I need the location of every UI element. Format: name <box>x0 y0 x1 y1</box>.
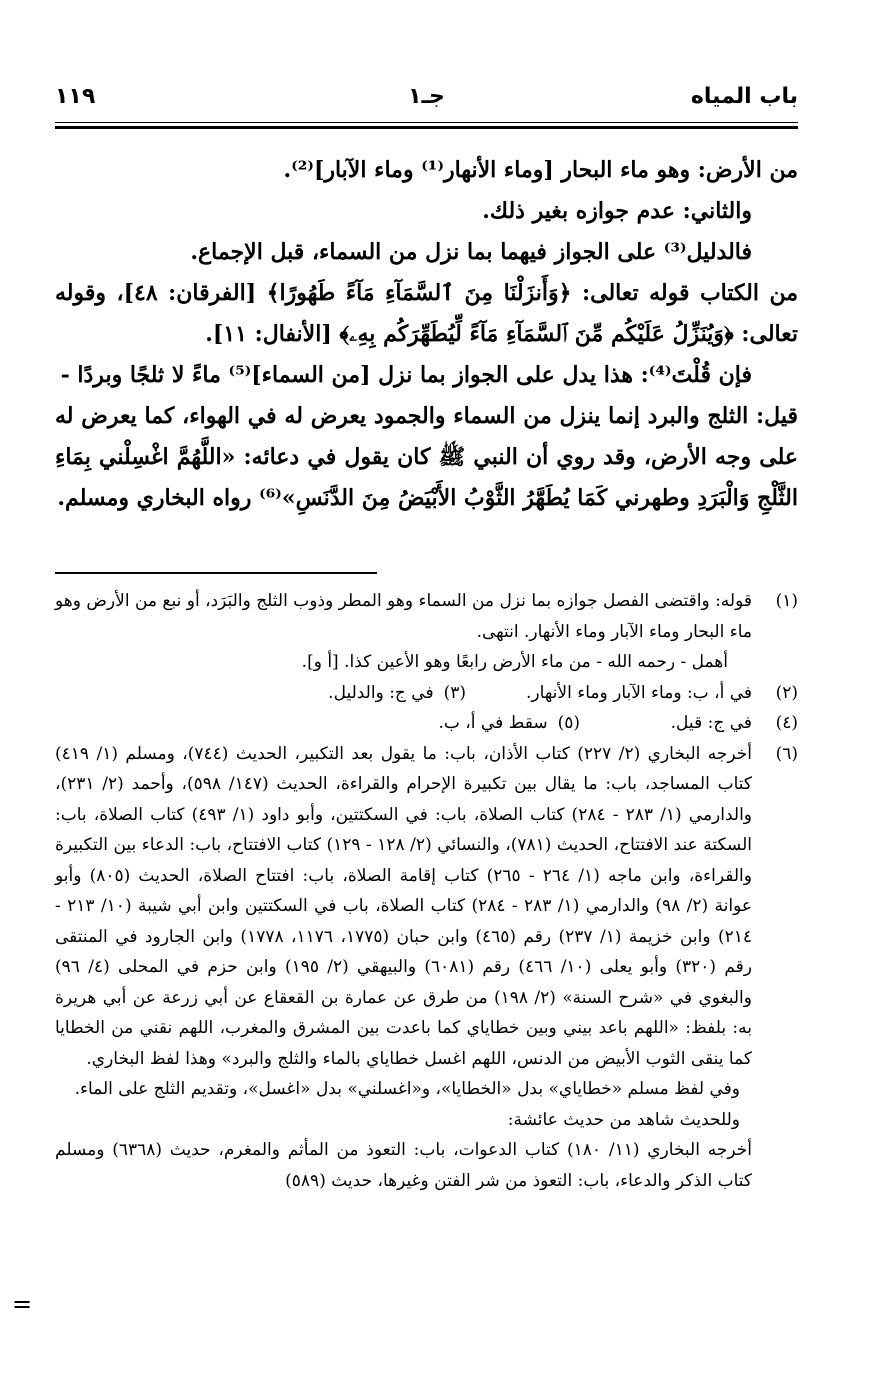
footnote-1-cont: أهمل - رحمه الله - من ماء الأرض رابعًا وهو الأعين كذا. [أ و]. <box>301 652 728 672</box>
paragraph: والثاني: عدم جوازه بغير ذلك. <box>482 198 752 224</box>
footnote-text: أخرجه البخاري (٢/ ٢٢٧) كتاب الأذان، باب: ما يقول بعد التكبير، الحديث (٧٤٤)، ومسلم (١/ ٤١٩) كتاب المساجد، باب: ما يقال بين تكبيرة الإحرام والقراءة، الحديث (١٤٧/ ٥٩٨)، وأحمد (٢/ ٢٣١)، والدارمي (١/ ٢٨٣ - ٢٨٤) كتاب الصلاة، باب: في السكتتين، وأبو داود (١/ ٤٩٣) كتاب الصلاة، باب: السكتة عند الافتتاح، الحديث (٧٨١)، والنسائي (٢/ ١٢٨ - ١٢٩) كتاب الافتتاح، باب: الدعاء بين التكبيرة والقراءة، وابن ماجه (١/ ٢٦٤ - ٢٦٥) كتاب إقامة الصلاة، باب: افتتاح الصلاة، الحديث (٨٠٥) وأبو عوانة (٢/ ٩٨) والدارمي (١/ ٢٨٣ - ٢٨٤) كتاب الصلاة، باب في السكتتين وابن أبي شيبة (١٠/ ٢١٣ - ٢١٤) وابن خزيمة (١/ ٢٣٧) رقم (٤٦٥) وابن حبان (١٧٧٥، ١١٧٦، ١٧٧٨) وابن الجارود في المنتقى رقم (٣٢٠) وأبو يعلى (١٠/ ٤٦٦) رقم (٦٠٨١) والبيهقي (٢/ ١٩٥) وابن حزم في المحلى (٤/ ٩٦) والبغوي في «شرح السنة» (٢/ ١٩٨) من طرق عن عمارة بن القعقاع عن أبي زرعة عن أبي هريرة به: بلفظ: «اللهم باعد بيني وبين خطاياي كما باعدت بين المشرق والمغرب، اللهم نقني من الخطايا كما ينقى الثوب الأبيض من الدنس، اللهم اغسل خطاياي بالماء والثلج والبرد» وهذا لفظ البخاري. <box>55 743 753 1069</box>
continuation-mark: = <box>12 1290 33 1318</box>
header-rule-thin <box>55 122 798 123</box>
paragraph: من الأرض: وهو ماء البحار [وماء الأنهار⁽¹⁾ وماء الآبار]⁽²⁾. <box>283 157 798 183</box>
footnote-6-cont: أخرجه البخاري (١١/ ١٨٠) كتاب الدعوات، باب: التعوذ من المأثم والمغرم، حديث (٦٣٦٨) ومسلم كتاب الذكر والدعاء، باب: التعوذ من شر الفتن وغيرها، حديث (٥٨٩) <box>55 1140 752 1191</box>
footnote-number: (٤) <box>775 713 798 733</box>
footnote-number: (٢) <box>775 682 798 703</box>
footnote-number: (١) <box>775 591 798 611</box>
footnote-6-cont: وفي لفظ مسلم «خطاياي» بدل «الخطايا»، و«اغسلني» بدل «اغسل»، وتقديم الثلج على الماء. <box>74 1079 740 1099</box>
footnote-text: قوله: واقتضى الفصل جوازه بما نزل من السماء وهو المطر وذوب الثلج والبَرَد، أو نبع من الأرض وهو ماء البحار وماء الآبار وماء الأنهار. انتهى. <box>55 591 752 642</box>
footnote-text: سقط في أ، ب. <box>438 713 548 733</box>
book-page <box>55 78 798 1191</box>
footnote-1 <box>55 586 798 647</box>
paragraph: قيل: الثلج والبرد إنما ينزل من السماء والجمود يعرض له في الهواء، كما يعرض له على وجه الأرض، وقد روي أن النبي ﷺ كان يقول في دعائه: «اللَّهُمَّ اغْسِلْني بِمَاءِ الثَّلْجِ وَالْبَرَدِ وطهرني كَمَا يُطَهَّرُ الثَّوْبُ الأَبْيَضُ مِنَ الدَّنَسِ»⁽⁶⁾ رواه البخاري ومسلم. <box>55 403 798 511</box>
footnote-number: (٦) <box>775 743 798 764</box>
footnote-text: في ج: والدليل. <box>328 682 434 703</box>
chapter-title: باب المياه <box>690 84 798 109</box>
footnote-separator <box>55 572 377 574</box>
footnote-4-5 <box>55 708 798 739</box>
paragraph: فالدليل⁽³⁾ على الجواز فيهما بما نزل من السماء، قبل الإجماع. <box>190 239 752 265</box>
footnote-text: في ج: قيل. <box>670 713 752 733</box>
footnote-6-cont: وللحديث شاهد من حديث عائشة: <box>507 1109 740 1130</box>
footnote-number: (٥) <box>557 713 580 733</box>
page-number: ١١٩ <box>55 84 96 109</box>
footnote-text: في أ، ب: وماء الآبار وماء الأنهار. <box>526 682 752 703</box>
paragraph: فإن قُلْتَ⁽⁴⁾: هذا يدل على الجواز بما نزل [من السماء]⁽⁵⁾ ماءً لا ثلجًا وبردًا - <box>60 362 752 388</box>
volume-label: جـ١ <box>408 84 445 109</box>
footnotes <box>55 586 798 1196</box>
header-rule-thick <box>55 126 798 129</box>
paragraph: من الكتاب قوله تعالى: ﴿وَأَنزَلْنَا مِنَ ٱلسَّمَآءِ مَآءً طَهُورًا﴾ [الفرقان: ٤٨]، وقوله تعالى: ﴿وَيُنَزِّلُ عَلَيْكُم مِّنَ ٱلسَّمَآءِ مَآءً لِّيُطَهِّرَكُم بِهِۦ﴾ [الأنفال: ١١]. <box>55 280 798 347</box>
footnote-number: (٣) <box>443 682 467 703</box>
footnote-6 <box>55 739 798 1075</box>
footnote-2-3 <box>55 678 798 709</box>
running-header <box>55 78 798 118</box>
main-text <box>55 150 798 519</box>
